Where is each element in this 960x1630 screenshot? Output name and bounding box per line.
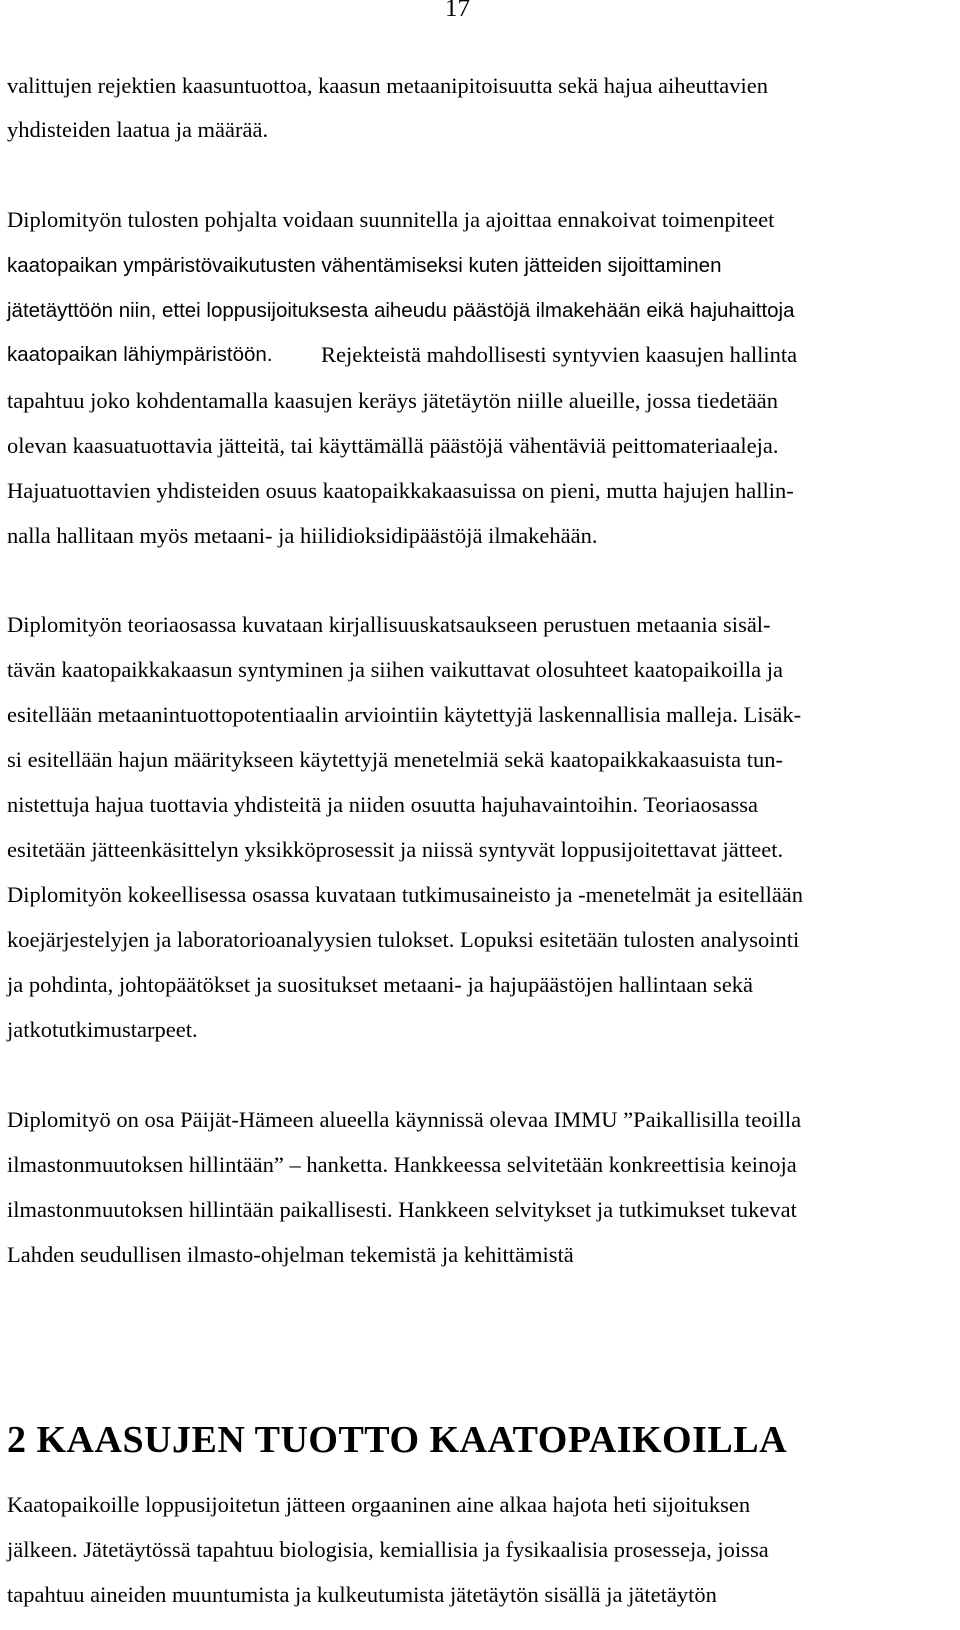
text-line: si esitellään hajun määritykseen käytettyjä menetelmiä sekä kaatopaikkakaasuista tun-	[7, 747, 783, 772]
text-line: Diplomityön teoriaosassa kuvataan kirjallisuuskatsaukseen perustuen metaania sisäl-	[7, 612, 771, 637]
text-line: Kaatopaikoille loppusijoitetun jätteen orgaaninen aine alkaa hajota heti sijoituksen	[7, 1492, 751, 1517]
section-heading: 2 KAASUJEN TUOTTO KAATOPAIKOILLA	[7, 1419, 788, 1461]
text-line: valittujen rejektien kaasuntuottoa, kaasun metaanipitoisuutta sekä hajua aiheuttavien	[7, 73, 769, 98]
text-line: tapahtuu joko kohdentamalla kaasujen keräys jätetäytön niille alueille, jossa tiedetään	[7, 388, 778, 413]
text-line: Hajuatuottavien yhdisteiden osuus kaatopaikkakaasuissa on pieni, mutta hajujen hallin-	[7, 478, 794, 503]
text-line: Lahden seudullisen ilmasto-ohjelman tekemistä ja kehittämistä	[7, 1242, 574, 1267]
text-line: tapahtuu aineiden muuntumista ja kulkeutumista jätetäytön sisällä ja jätetäytön	[7, 1582, 717, 1607]
text-line: ilmastonmuutoksen hillintään paikallisesti. Hankkeen selvitykset ja tutkimukset tukevat	[7, 1197, 797, 1222]
text-line: nistettuja hajua tuottavia yhdisteitä ja niiden osuutta hajuhavaintoihin. Teoriaosassa	[7, 792, 758, 817]
text-line: Diplomityön kokeellisessa osassa kuvataan tutkimusaineisto ja -menetelmät ja esitellään	[7, 882, 804, 907]
text-line: kaatopaikan lähiympäristöön.	[7, 343, 273, 366]
text-line: esitellään metaanintuottopotentiaalin arviointiin käytettyjä laskennallisia malleja. Lisäk-	[7, 702, 802, 727]
text-line: jälkeen. Jätetäytössä tapahtuu biologisia, kemiallisia ja fysikaalisia prosesseja, joissa	[7, 1537, 769, 1562]
text-line: ilmastonmuutoksen hillintään” – hanketta. Hankkeessa selvitetään konkreettisia keinoja	[7, 1152, 797, 1177]
text-line: olevan kaasuatuottavia jätteitä, tai käyttämällä päästöjä vähentäviä peittomateriaaleja.	[7, 433, 779, 458]
text-line: ja pohdinta, johtopäätökset ja suositukset metaani- ja hajupäästöjen hallintaan sekä	[7, 972, 754, 997]
text-line: jatkotutkimustarpeet.	[7, 1017, 198, 1042]
text-line: Diplomityön tulosten pohjalta voidaan suunnitella ja ajoittaa ennakoivat toimenpiteet	[7, 207, 775, 232]
text-line: nalla hallitaan myös metaani- ja hiilidioksidipäästöjä ilmakehään.	[7, 523, 598, 548]
text-line: kaatopaikan ympäristövaikutusten vähentämiseksi kuten jätteiden sijoittaminen	[7, 254, 722, 277]
text-line: Diplomityö on osa Päijät-Hämeen alueella käynnissä olevaa IMMU ”Paikallisilla teoilla	[7, 1107, 802, 1132]
text-line: Rejekteistä mahdollisesti syntyvien kaasujen hallinta	[321, 342, 798, 367]
text-line: koejärjestelyjen ja laboratorioanalyysien tulokset. Lopuksi esitetään tulosten analysointi	[7, 927, 800, 952]
text-line: yhdisteiden laatua ja määrää.	[7, 117, 269, 142]
text-line: jätetäyttöön niin, ettei loppusijoituksesta aiheudu päästöjä ilmakehään eikä hajuhaittoja	[7, 299, 795, 322]
page-number: 17	[445, 0, 470, 22]
text-line: tävän kaatopaikkakaasun syntyminen ja siihen vaikuttavat olosuhteet kaatopaikoilla ja	[7, 657, 784, 682]
text-line: esitetään jätteenkäsittelyn yksikköprosessit ja niissä syntyvät loppusijoitettavat jätteet.	[7, 837, 784, 862]
